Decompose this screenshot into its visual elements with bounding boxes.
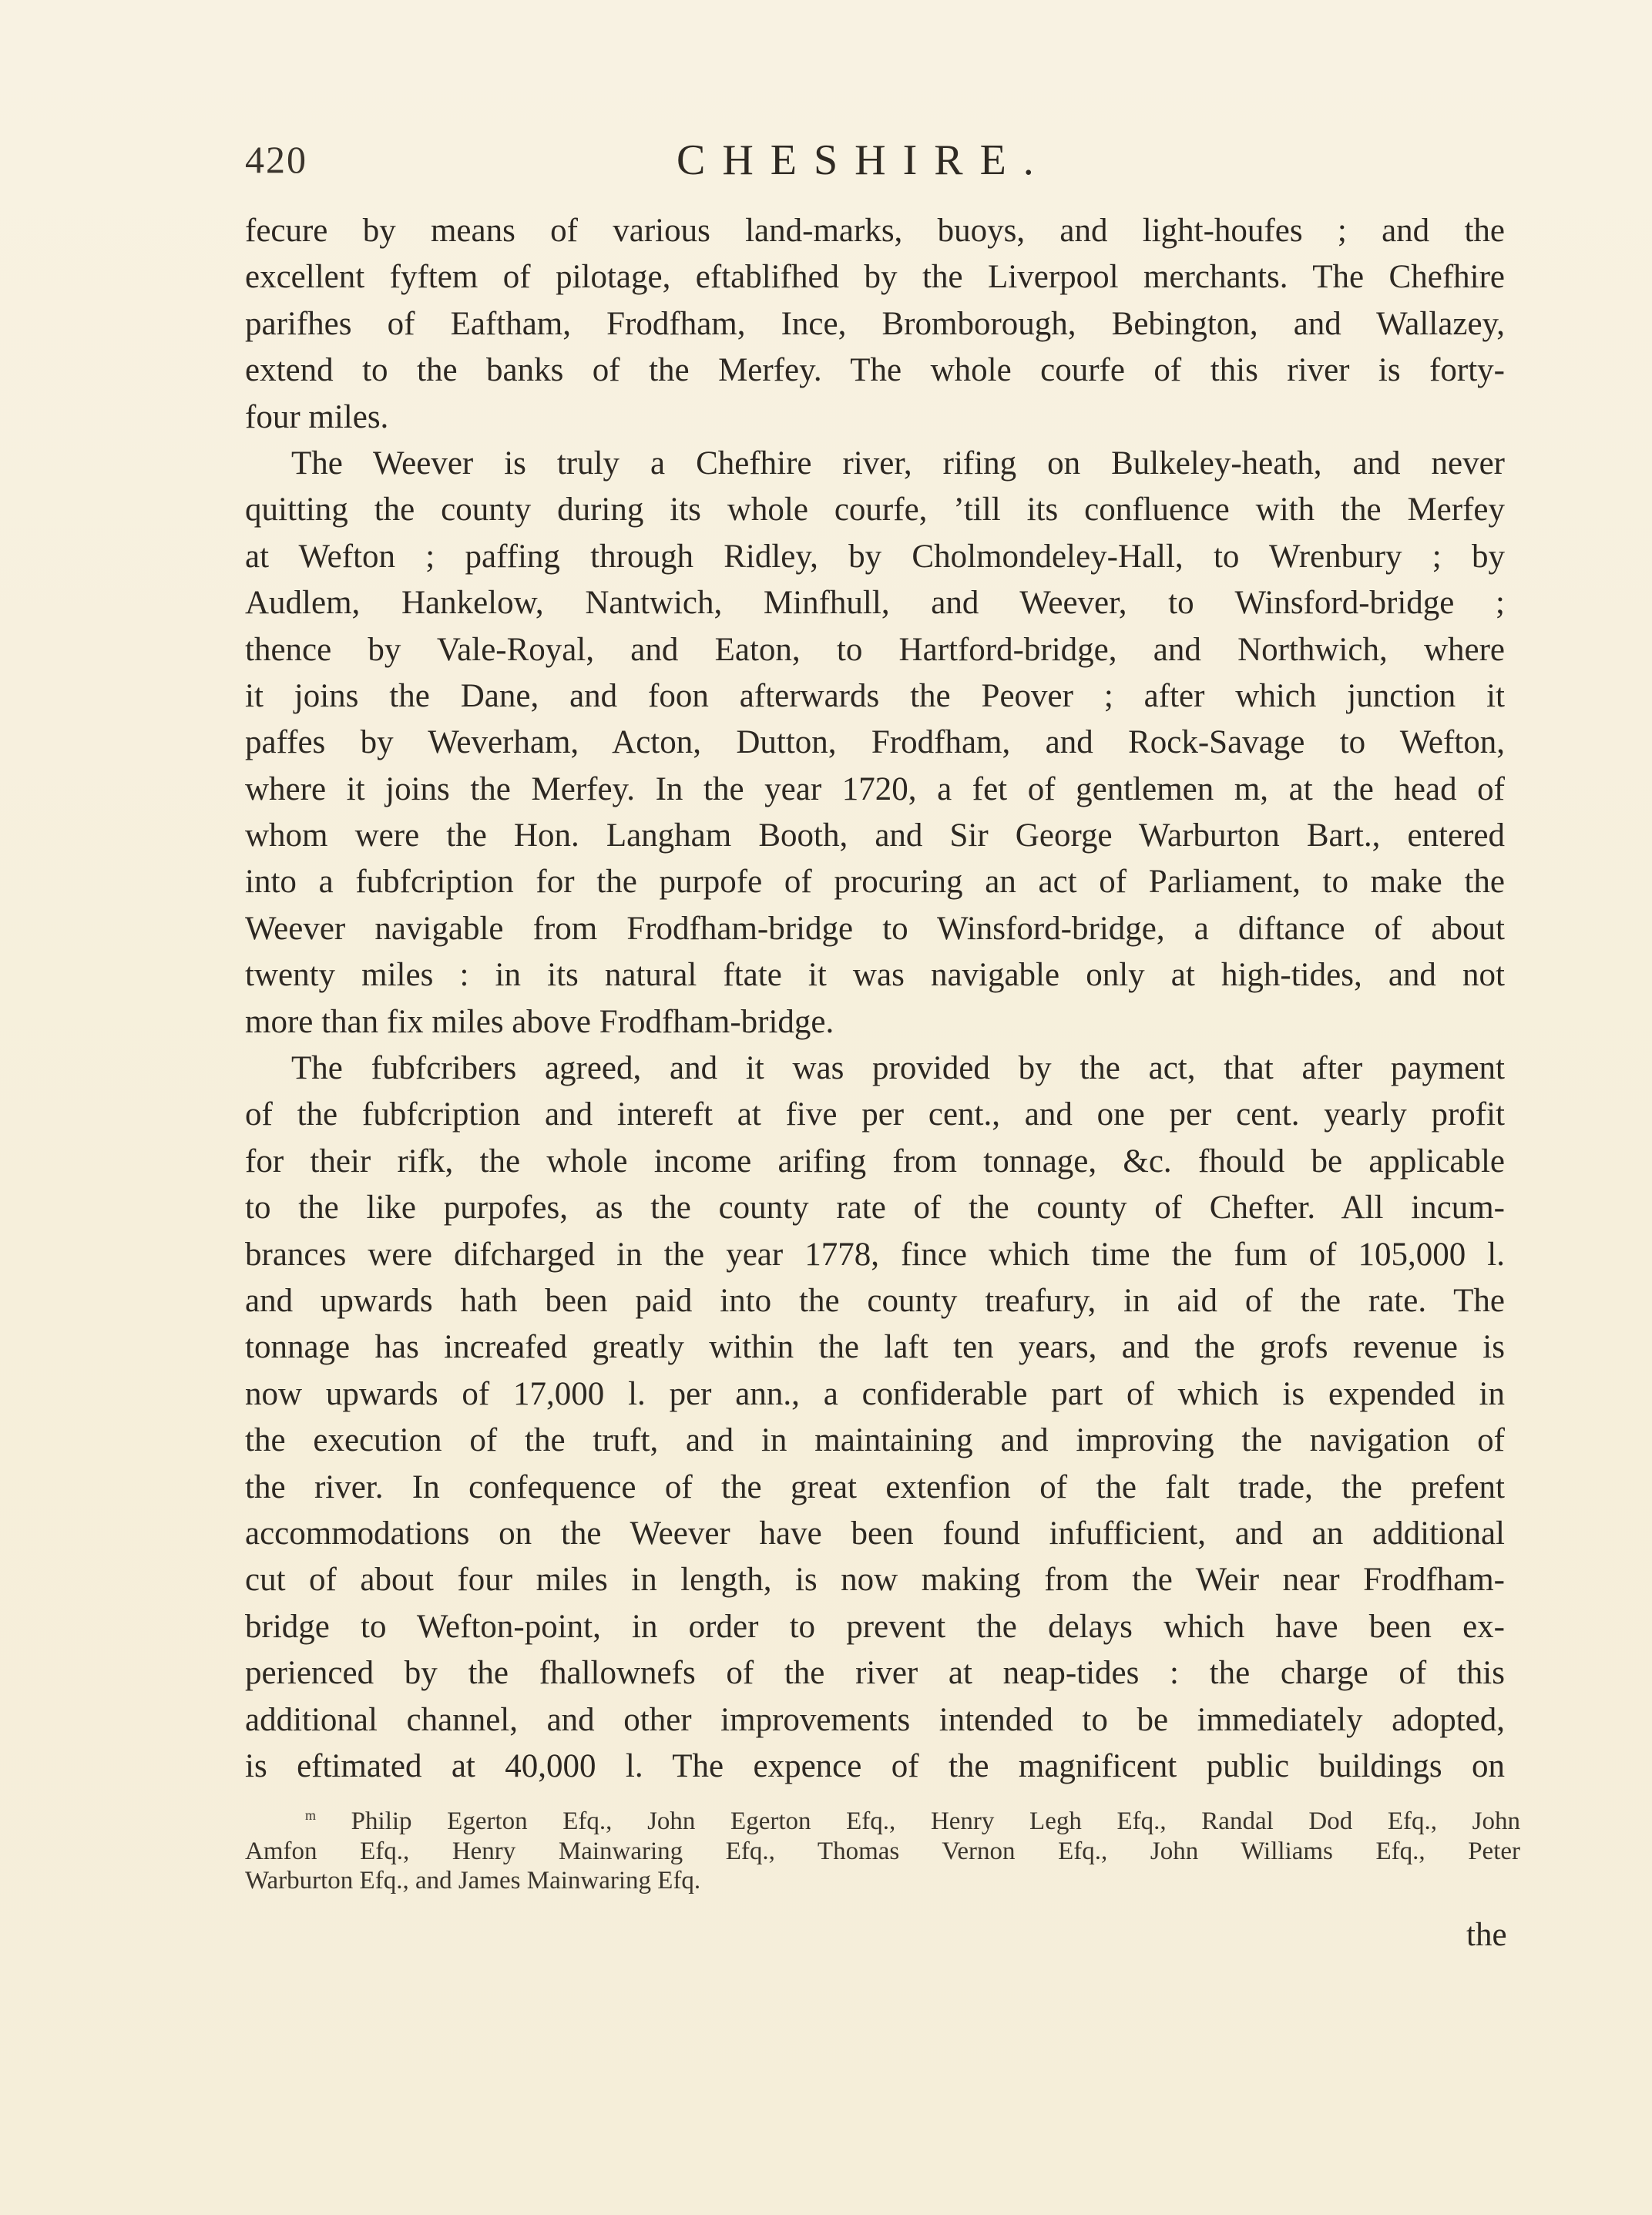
text-line: it joins the Dane, and foon afterwards the Peover ; after which junction it [245,677,1505,714]
text-line: Weever navigable from Frodfham-bridge to Winsford-bridge, a diftance of about [245,910,1505,947]
text-line: more than fix miles above Frodfham-bridge. [245,1003,834,1040]
text-line: of the fubfcription and intereft at five per cent., and one per cent. yearly profit [245,1096,1505,1133]
text-line: paffes by Weverham, Acton, Dutton, Frodfham, and Rock-Savage to Wefton, [245,724,1505,761]
footnote-text: Philip Egerton Efq., John Egerton Efq., Henry Legh Efq., Randal Dod Efq., John [351,1807,1521,1835]
catchword: the [1466,1917,1507,1953]
text-line: brances were difcharged in the year 1778, fince which time the fum of 105,000 l. [245,1236,1505,1273]
footnote-line [245,1807,1520,1837]
text-line: The Weever is truly a Chefhire river, rifing on Bulkeley-heath, and never [291,445,1505,482]
text-line: cut of about four miles in length, is now making from the Weir near Frodfham- [245,1562,1505,1599]
text-line: extend to the banks of the Merfey. The whole courfe of this river is forty- [245,352,1505,389]
text-line: whom were the Hon. Langham Booth, and Sir George Warburton Bart., entered [245,817,1505,854]
running-head: CHESHIRE. [677,136,1051,184]
text-line: accommodations on the Weever have been found infufficient, and an additional [245,1515,1505,1552]
text-line: tonnage has increafed greatly within the laft ten years, and the grofs revenue is [245,1329,1505,1366]
footnote-line: Amfon Efq., Henry Mainwaring Efq., Thomas Vernon Efq., John Williams Efq., Peter [245,1837,1520,1865]
text-line: additional channel, and other improvements intended to be immediately adopted, [245,1701,1505,1738]
text-line: at Wefton ; paffing through Ridley, by Cholmondeley-Hall, to Wrenbury ; by [245,538,1505,575]
footnote [245,1807,1520,1896]
text-line: four miles. [245,398,389,435]
text-line: the river. In confequence of the great extenfion of the falt trade, the prefent [245,1468,1505,1505]
text-line: to the like purpofes, as the county rate of the county of Chefter. All incum- [245,1190,1505,1227]
text-line: perienced by the fhallownefs of the river at neap-tides : the charge of this [245,1655,1505,1692]
text-line: and upwards hath been paid into the county treafury, in aid of the rate. The [245,1282,1505,1319]
text-line: for their rifk, the whole income arifing from tonnage, &c. fhould be applicable [245,1143,1505,1180]
text-line: excellent fyftem of pilotage, eftablifhed by the Liverpool merchants. The Chefhire [245,259,1505,296]
footnote-mark: m [305,1807,317,1823]
page-number: 420 [245,138,307,181]
text-line: thence by Vale-Royal, and Eaton, to Hartford-bridge, and Northwich, where [245,631,1505,668]
text-line: Audlem, Hankelow, Nantwich, Minfhull, and Weever, to Winsford-bridge ; [245,585,1505,622]
text-line: is eftimated at 40,000 l. The expence of the magnificent public buildings on [245,1747,1505,1784]
text-line: where it joins the Merfey. In the year 1720, a fet of gentlemen m, at the head of [245,770,1505,807]
footnote-line: Warburton Efq., and James Mainwaring Efq. [245,1867,701,1894]
text-line: The fubfcribers agreed, and it was provided by the act, that after payment [291,1050,1505,1087]
text-line: the execution of the truft, and in maintaining and improving the navigation of [245,1422,1505,1459]
text-line: twenty miles : in its natural ftate it was navigable only at high-tides, and not [245,957,1505,994]
text-line: fecure by means of various land-marks, buoys, and light-houfes ; and the [245,213,1505,249]
text-line: bridge to Wefton-point, in order to prevent the delays which have been ex- [245,1608,1505,1645]
text-line: parifhes of Eaftham, Frodfham, Ince, Bromborough, Bebington, and Wallazey, [245,305,1505,342]
body-text [245,208,1505,1790]
text-line: into a fubfcription for the purpofe of procuring an act of Parliament, to make the [245,864,1505,901]
text-line: quitting the county during its whole courfe, ’till its confluence with the Merfey [245,492,1505,529]
text-line: now upwards of 17,000 l. per ann., a confiderable part of which is expended in [245,1375,1505,1412]
